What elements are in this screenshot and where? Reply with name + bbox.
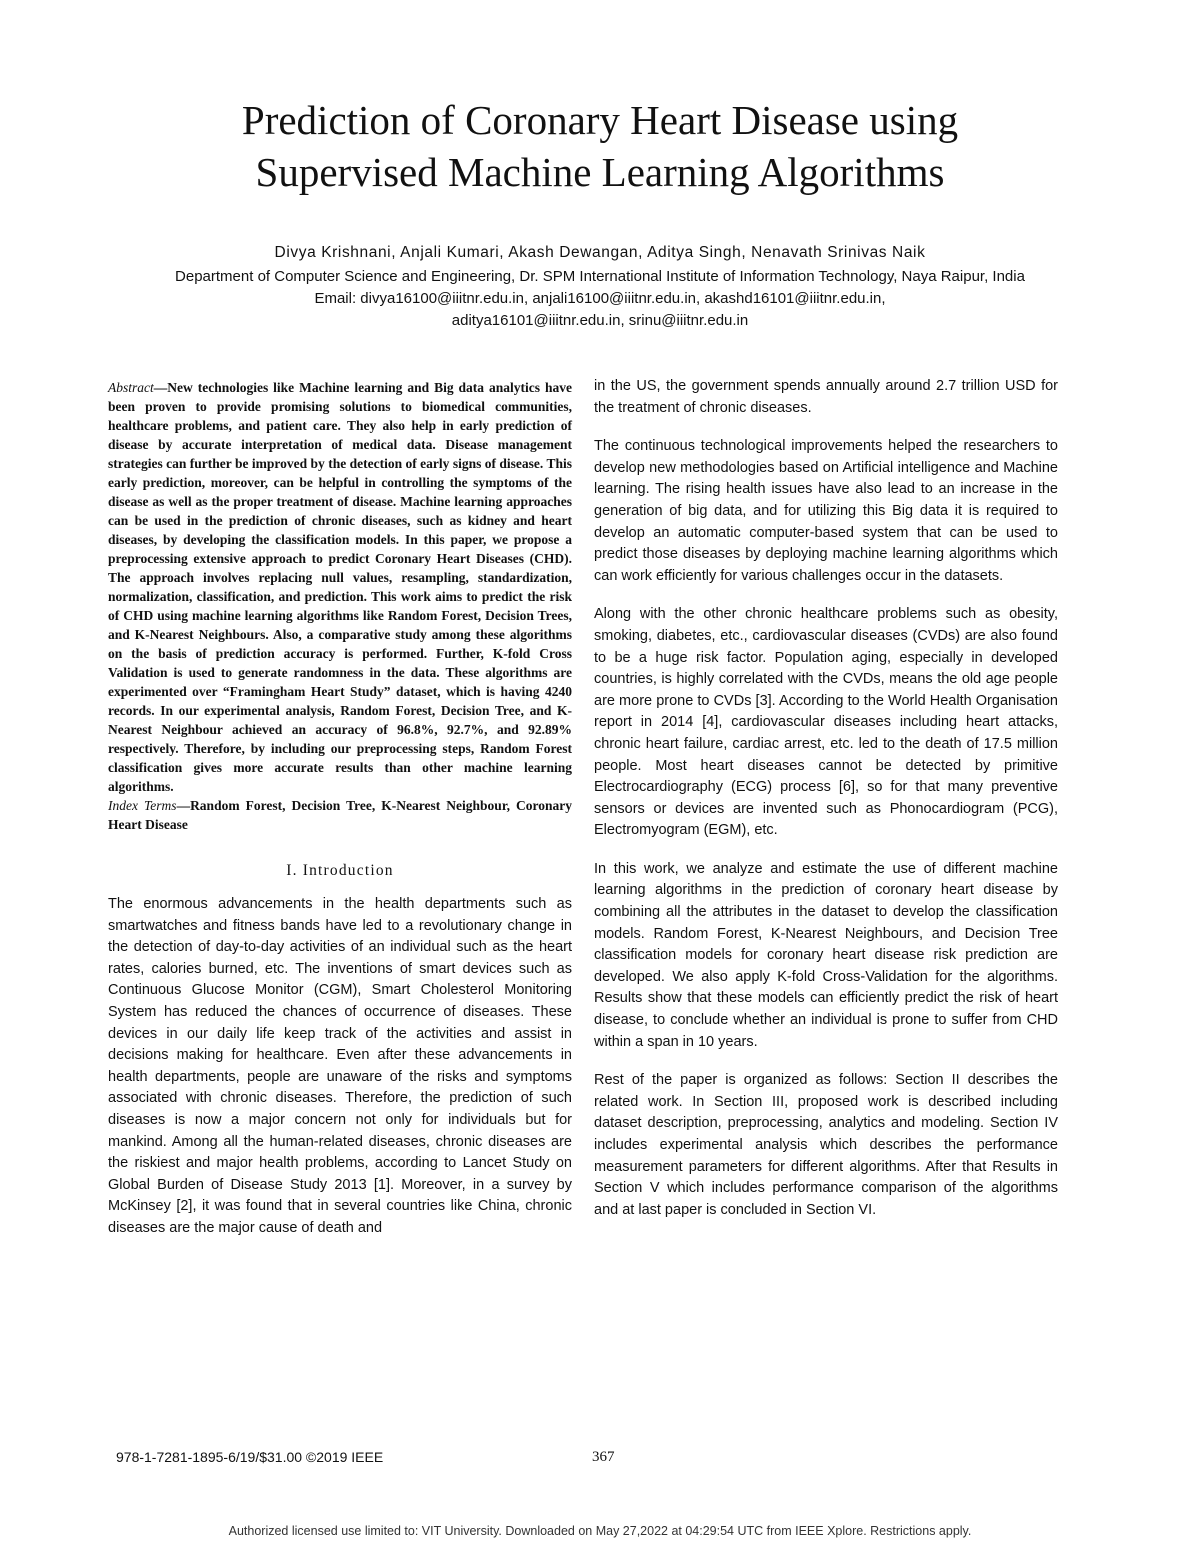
page-number: 367: [592, 1449, 615, 1465]
abstract-text: —New technologies like Machine learning and Big data analytics have been proven to provide promising solutions to biomedical communities, healthcare problems, and patient care. They also help in early prediction of disease by accurate interpretation of medical data. Disease management strategies can further be improved by the detection of early signs of disease. This early prediction, moreover, can be helpful in controlling the symptoms of the disease as well as the proper treatment of disease. Machine learning approaches can be used in the prediction of chronic diseases, such as kidney and heart diseases, by developing the classification models. In this paper, we propose a preprocessing extensive approach to predict Coronary Heart Diseases (CHD). The approach involves replacing null values, resampling, standardization, normalization, classification, and prediction. This work aims to predict the risk of CHD using machine learning algorithms like Random Forest, Decision Trees, and K-Nearest Neighbours. Also, a comparative study among these algorithms on the basis of prediction accuracy is performed. Further, K-fold Cross Validation is used to generate randomness in the data. These algorithms are experimented over “Framingham Heart Study” dataset, which is having 4240 records. In our experimental analysis, Random Forest, Decision Tree, and K- Nearest Neighbour achieved an accuracy of 96.8%, 92.7%, and 92.89% respectively. Therefore, by including our preprocessing steps, Random Forest classification gives more accurate results than other machine learning algorithms.: [108, 380, 572, 794]
affiliation: Department of Computer Science and Engineering, Dr. SPM International Institute of Information Technology, Naya Raipur, India: [175, 268, 1025, 285]
intro-paragraph-5: Rest of the paper is organized as follows: Section II describes the related work. In Section III, proposed work is described including dataset description, preprocessing, analytics and modeling. Section IV includes experimental analysis which describes the performance measurement parameters for different algorithms. After that Results in Section V which includes performance comparison of the algorithms and at last paper is concluded in Section VI.: [594, 1072, 1058, 1218]
intro-paragraph-4: In this work, we analyze and estimate the use of different machine learning algorithms in the prediction of coronary heart disease by combining all the attributes in the dataset to develop the classification models. Random Forest, K-Nearest Neighbours, and Decision Tree classification models for coronary heart disease risk prediction are developed. We also apply K-fold Cross-Validation for the algorithms. Results show that these models can efficiently predict the risk of heart disease, to conclude whether an individual is prone to suffer from CHD within a span in 10 years.: [594, 860, 1058, 1050]
left-column: [108, 378, 572, 1240]
title-line-1: Prediction of Coronary Heart Disease using: [241, 97, 959, 143]
section-heading-introduction: I. Introduction: [286, 862, 394, 879]
email-line-1: Email: divya16100@iiitnr.edu.in, anjali16100@iiitnr.edu.in, akashd16101@iiitnr.edu.in,: [314, 290, 886, 307]
title-line-2: Supervised Machine Learning Algorithms: [255, 149, 945, 195]
right-column: [594, 376, 1058, 1238]
abstract: [108, 378, 572, 796]
abstract-label: Abstract: [108, 380, 154, 395]
intro-paragraph-1-continued: in the US, the government spends annually around 2.7 trillion USD for the treatment of chronic diseases.: [594, 378, 1058, 416]
author-list: Divya Krishnani, Anjali Kumari, Akash Dewangan, Aditya Singh, Nenavath Srinivas Naik: [274, 244, 926, 261]
intro-paragraph-3: Along with the other chronic healthcare problems such as obesity, smoking, diabetes, etc., cardiovascular diseases (CVDs) are also found to be a huge risk factor. Population aging, especially in developed countries, is highly correlated with the CVDs, means the old age people are more prone to CVDs [3]. According to the World Health Organisation report in 2014 [4], cardiovascular diseases including heart attacks, chronic heart failure, cardiac arrest, etc. led to the death of 17.5 million people. Most heart diseases cannot be detected by primitive Electrocardiography (ECG) process [6], so for that many preventive sensors or devices are invented such as Phonocardiogram (PCG), Electromyogram (EGM), etc.: [594, 606, 1058, 839]
index-terms: [108, 796, 572, 834]
paper-title: [100, 94, 1100, 198]
intro-paragraph-1: The enormous advancements in the health departments such as smartwatches and fitness bands have led to a revolutionary change in the detection of day-to-day activities of an individual such as the heart rates, calories burned, etc. The inventions of smart devices such as Continuous Glucose Monitor (CGM), Smart Cholesterol Monitoring System has reduced the chances of occurrence of diseases. These devices in our daily life keep track of the activities and assist in decisions making for healthcare. Even after these advancements in health departments, people are unaware of the risks and symptoms associated with chronic diseases. Therefore, the prediction of such diseases is now a major concern not only for individuals but for mankind. Among all the human-related diseases, chronic diseases are the riskiest and major health problems, according to Lancet Study on Global Burden of Disease Study 2013 [1]. Moreover, in a survey by McKinsey [2], it was found that in several countries like China, chronic diseases are the major cause of death and: [108, 896, 572, 1236]
license-notice: Authorized licensed use limited to: VIT University. Downloaded on May 27,2022 at 04:29:54 UTC from IEEE Xplore. Restrictions apply.: [228, 1524, 972, 1538]
email-line-2: aditya16101@iiitnr.edu.in, srinu@iiitnr.edu.in: [451, 312, 749, 329]
index-terms-label: Index Terms: [108, 798, 177, 813]
isbn-copyright: 978-1-7281-1895-6/19/$31.00 ©2019 IEEE: [116, 1449, 384, 1465]
intro-paragraph-2: The continuous technological improvements helped the researchers to develop new methodologies based on Artificial intelligence and Machine learning. The rising health issues have also lead to an increase in the generation of big data, and for utilizing this Big data it is required to develop an automatic computer-based system that can be used to predict those diseases by deploying machine learning algorithms which can work efficiently for various challenges occur in the datasets.: [594, 438, 1058, 584]
author-emails: [100, 288, 1100, 332]
index-terms-text: —Random Forest, Decision Tree, K-Nearest Neighbour, Coronary Heart Disease: [108, 798, 572, 832]
